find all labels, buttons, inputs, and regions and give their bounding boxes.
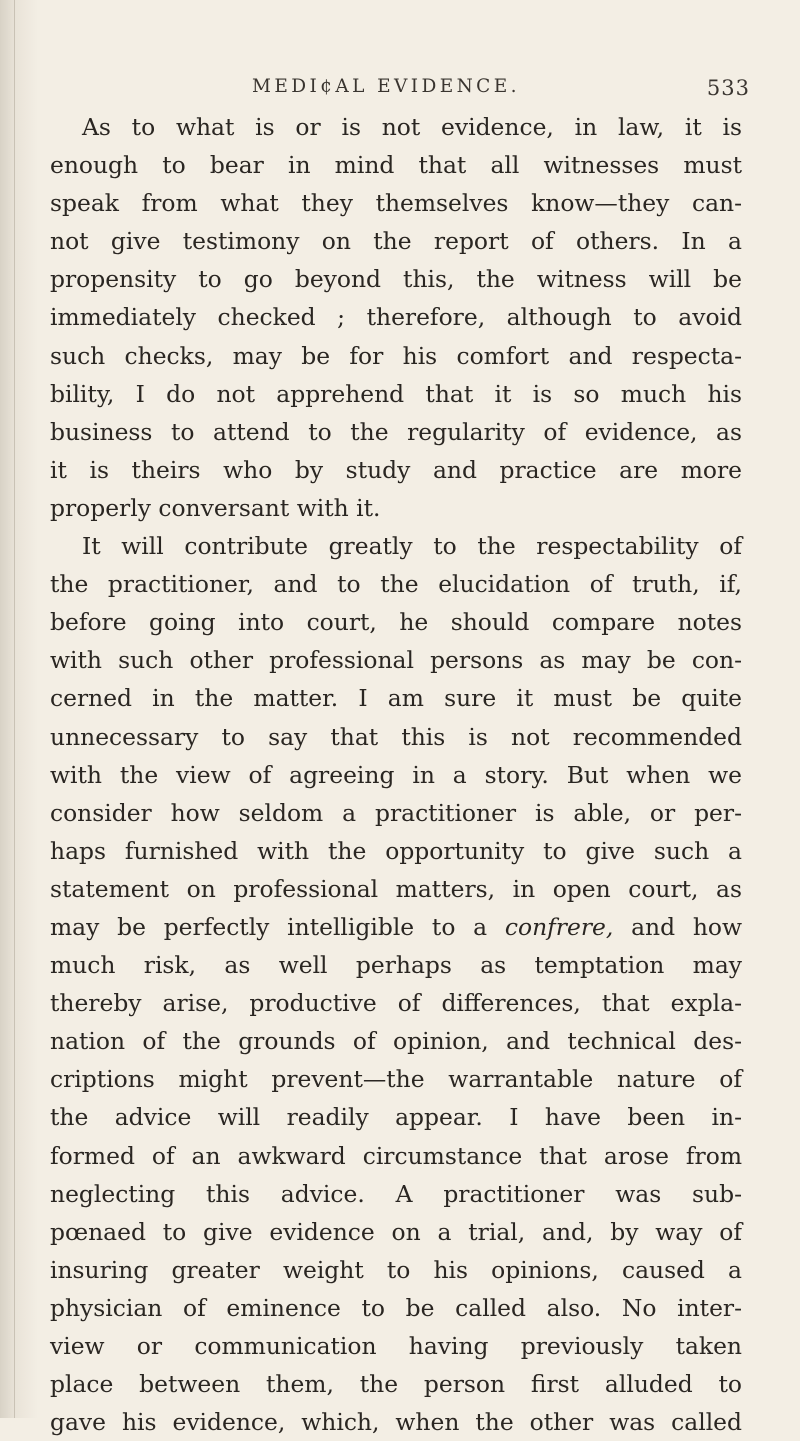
text-line: physician of eminence to be called also. No inter- [50, 1293, 742, 1322]
text-line: criptions might prevent—the warrantable nature of [50, 1065, 742, 1094]
text-line: such checks, may be for his comfort and respecta- [50, 341, 742, 370]
text-line: As to what is or is not evidence, in law, it is [82, 113, 742, 141]
text-line: enough to bear in mind that all witnesses must [50, 151, 742, 180]
text-line: properly conversant with it. [50, 493, 381, 522]
text-line: with the view of agreeing in a story. But when we [50, 760, 742, 789]
running-head [50, 76, 750, 106]
text-line: statement on professional matters, in open court, as [50, 874, 742, 903]
text-line: consider how seldom a practitioner is able, or per- [50, 798, 742, 827]
text-line: unnecessary to say that this is not recommended [50, 722, 742, 751]
page-gutter-line [14, 0, 15, 1418]
text-segment: and how [613, 912, 742, 941]
text-line: insuring greater weight to his opinions, caused a [50, 1255, 742, 1284]
text-line: speak from what they themselves know—they can- [50, 189, 742, 218]
text-line: It will contribute greatly to the respectability of [82, 532, 742, 561]
text-line: not give testimony on the report of others. In a [50, 227, 742, 256]
text-line: bility, I do not apprehend that it is so much his [50, 379, 742, 408]
italic-term: confrere, [504, 912, 614, 941]
page-gutter-shadow [0, 0, 38, 1418]
text-line: propensity to go beyond this, the witness will be [50, 265, 742, 294]
text-line: nation of the grounds of opinion, and technical des- [50, 1027, 742, 1056]
body-text [50, 108, 742, 1441]
running-title: MEDI¢AL EVIDENCE. [252, 76, 520, 97]
text-line: with such other professional persons as may be con- [50, 646, 742, 675]
text-line: haps furnished with the opportunity to give such a [50, 836, 742, 865]
text-line: formed of an awkward circumstance that arose from [50, 1141, 742, 1170]
book-page [50, 0, 770, 1437]
text-line: much risk, as well perhaps as temptation may [50, 951, 742, 980]
page-number: 533 [706, 76, 750, 100]
text-line: immediately checked ; therefore, although to avoid [50, 303, 742, 332]
text-line: view or communication having previously taken [50, 1332, 742, 1360]
text-line: cerned in the matter. I am sure it must be quite [50, 684, 742, 713]
text-segment: may be perfectly intelligible to a [50, 912, 505, 941]
text-line: business to attend to the regularity of evidence, as [50, 417, 742, 446]
text-line: before going into court, he should compare notes [50, 608, 742, 637]
text-line: gave his evidence, which, when the other was called [50, 1408, 742, 1437]
text-line: the advice will readily appear. I have been in- [50, 1103, 742, 1132]
text-line: the practitioner, and to the elucidation of truth, if, [50, 570, 742, 599]
text-line: place between them, the person first alluded to [50, 1370, 742, 1399]
text-line: neglecting this advice. A practitioner was sub- [50, 1179, 742, 1208]
text-line: pœnaed to give evidence on a trial, and, by way of [50, 1217, 742, 1246]
text-line: thereby arise, productive of differences, that expla- [50, 989, 742, 1018]
text-line: it is theirs who by study and practice are more [50, 455, 742, 484]
text-line-with-italic [50, 908, 742, 946]
